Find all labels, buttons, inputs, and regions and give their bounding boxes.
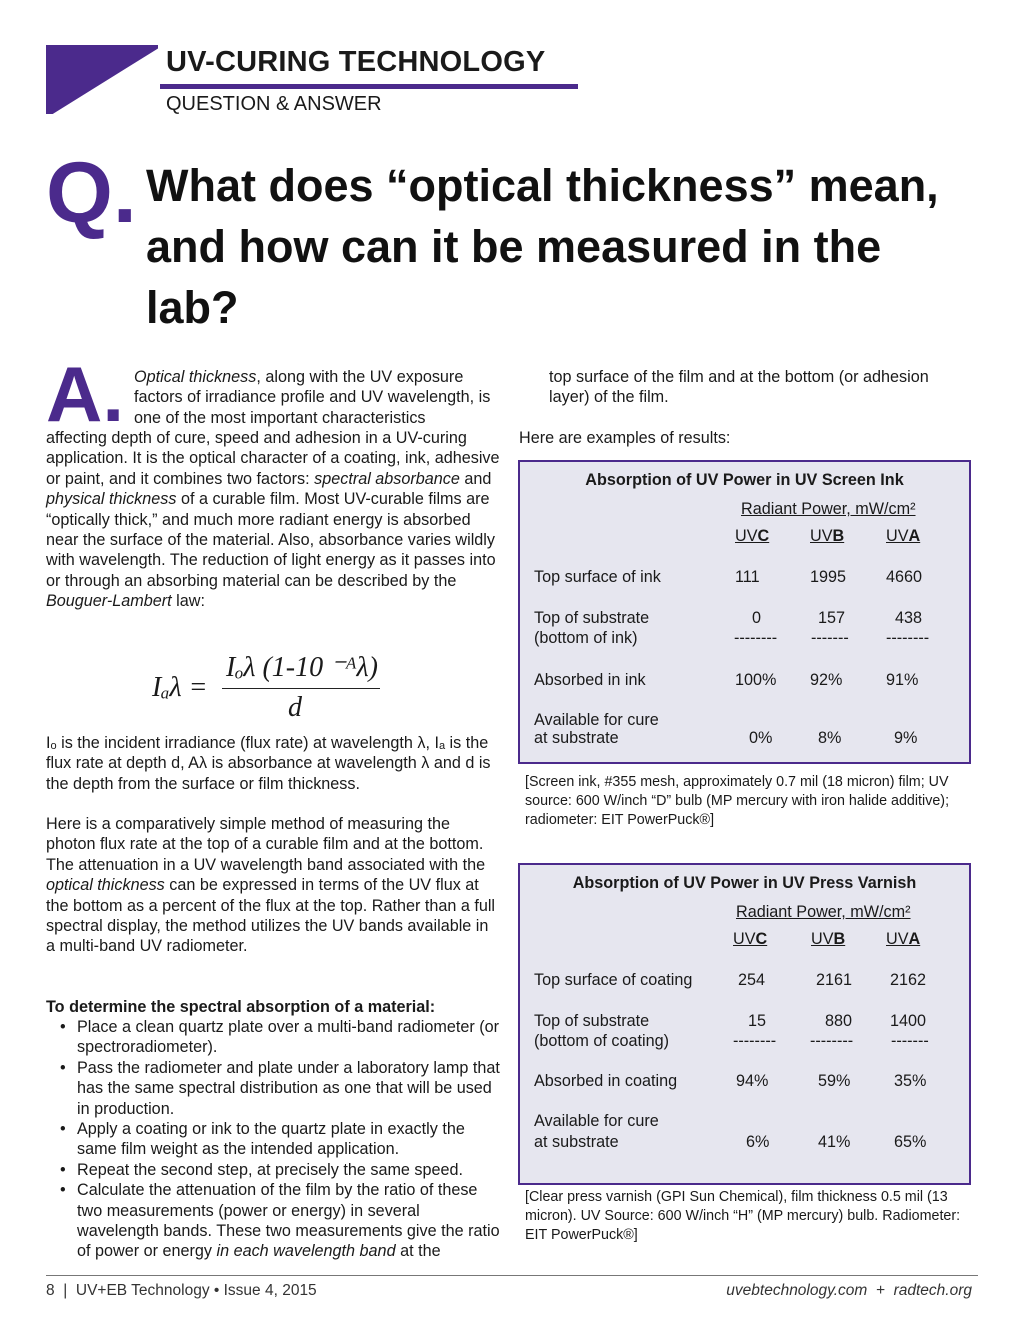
row-label: Available for cure — [534, 1112, 659, 1130]
list-item: • Pass the radiometer and plate under a laboratory lamp that has the same spectral distribution as one that will be used in production. — [46, 1058, 501, 1119]
dash-rule: -------- — [734, 629, 778, 647]
row-label: Top surface of ink — [534, 568, 661, 586]
question-heading: What does “optical thickness” mean, and how can it be measured in the lab? — [146, 160, 939, 333]
footer-websites: uvebtechnology.com + radtech.org — [726, 1282, 972, 1299]
section-subtitle: QUESTION & ANSWER — [166, 93, 382, 115]
row-label: Top of substrate — [534, 609, 650, 627]
band-header-uvc: UVC — [733, 930, 768, 948]
header-accent-block — [46, 45, 158, 114]
examples-intro: Here are examples of results: — [519, 429, 731, 447]
dash-rule: -------- — [810, 1032, 854, 1050]
steps-heading: To determine the spectral absorption of a material: — [46, 998, 436, 1016]
radiant-power-header: Radiant Power, mW/cm² — [736, 903, 911, 921]
band-header-uva: UVA — [886, 930, 921, 948]
list-item: • Repeat the second step, at precisely the same speed. — [46, 1160, 501, 1180]
formula-numerator: Iₒλ (1-10 ⁻ᴬλ) — [226, 652, 378, 683]
table-note: [Screen ink, #355 mesh, approximately 0.7 mil (18 micron) film; UV source: 600 W/inch “D” bulb (MP mercury with iron halide additive); radiometer: EIT PowerPuck®] — [525, 774, 950, 828]
row-label: Absorbed in ink — [534, 671, 646, 689]
formula-denominator: d — [288, 692, 302, 723]
list-item: • Apply a coating or ink to the quartz plate in exactly the same film weight as the intended application. — [46, 1119, 501, 1160]
table-cell: 0% — [749, 729, 773, 747]
table-cell: 65% — [894, 1133, 927, 1151]
row-label-secondary: (bottom of coating) — [534, 1032, 669, 1050]
table-cell: 2162 — [890, 971, 927, 989]
variable-definitions: Iₒ is the incident irradiance (flux rate) at wavelength λ, Iₐ is the flux rate at depth d, Aλ is absorbance at wavelength λ and d is the depth from the surface or film thickness. — [46, 734, 491, 793]
answer-paragraph-start: Optical thickness, along with the UV exposure factors of irradiance profile and UV wavelength, is one of the most important characteristics — [134, 368, 491, 427]
formula-lhs: Iₐλ = — [152, 672, 208, 703]
section-title: UV-CURING TECHNOLOGY — [166, 46, 546, 78]
row-label: Absorbed in coating — [534, 1072, 678, 1090]
table-cell: 94% — [736, 1072, 769, 1090]
footer-rule — [46, 1275, 978, 1276]
table-title: Absorption of UV Power in UV Screen Ink — [585, 471, 904, 489]
formula-fraction-bar — [222, 688, 380, 689]
bouguer-lambert-formula — [152, 650, 392, 730]
table-cell: 8% — [818, 729, 842, 747]
table-cell: 254 — [738, 971, 766, 989]
table-press-varnish — [518, 863, 971, 1185]
table-cell: 100% — [735, 671, 777, 689]
table-cell: 1400 — [890, 1012, 927, 1030]
table-cell: 15 — [748, 1012, 767, 1030]
table-cell: 9% — [894, 729, 918, 747]
table-cell: 92% — [810, 671, 843, 689]
row-label: Available for cure — [534, 711, 659, 729]
table-cell: 2161 — [816, 971, 853, 989]
row-label-secondary: at substrate — [534, 1133, 619, 1151]
table-title: Absorption of UV Power in UV Press Varnish — [572, 874, 917, 892]
table-cell: 91% — [886, 671, 919, 689]
dash-rule: -------- — [733, 1032, 777, 1050]
table-cell: 880 — [825, 1012, 853, 1030]
footer-page-info: 8 | UV+EB Technology • Issue 4, 2015 — [46, 1282, 317, 1299]
dash-rule: ------- — [811, 629, 849, 647]
table-cell: 41% — [818, 1133, 851, 1151]
band-header-uvc: UVC — [735, 527, 770, 545]
question-letter: Q. — [46, 145, 137, 241]
answer-letter: A. — [46, 350, 124, 438]
table-screen-ink — [518, 460, 971, 764]
list-item: • Calculate the attenuation of the film by the ratio of these two measurements (power or energy) in several wavelength bands. These two measurements give the ratio of power or energy in each wavelength band at the — [46, 1180, 501, 1262]
steps-list — [46, 1017, 501, 1262]
table-cell: 438 — [895, 609, 923, 627]
method-paragraph: Here is a comparatively simple method of measuring the photon flux rate at the top of a curable film and at the bottom. The attenuation in a UV wavelength band associated with the optical thickness can be expressed in terms of the UV flux at the bottom as a percent of the flux at the top. Rather than a full spectral display, the method utilizes the UV bands available in a multi-band UV radiometer. — [46, 815, 496, 956]
table-note: [Clear press varnish (GPI Sun Chemical), film thickness 0.5 mil (13 micron). UV Source: 600 W/inch “H” (MP mercury) bulb. Radiometer: EIT PowerPuck®] — [525, 1189, 961, 1243]
table-cell: 35% — [894, 1072, 927, 1090]
row-label: Top surface of coating — [534, 971, 693, 989]
table-cell: 6% — [746, 1133, 770, 1151]
table-cell: 1995 — [810, 568, 847, 586]
table-cell: 111 — [735, 568, 760, 586]
header-rule — [160, 84, 578, 89]
dash-rule: ------- — [891, 1032, 929, 1050]
radiant-power-header: Radiant Power, mW/cm² — [741, 500, 916, 518]
table-cell: 59% — [818, 1072, 851, 1090]
table-cell: 157 — [818, 609, 846, 627]
table-cell: 4660 — [886, 568, 923, 586]
band-header-uva: UVA — [886, 527, 921, 545]
row-label: Top of substrate — [534, 1012, 650, 1030]
dash-rule: -------- — [886, 629, 930, 647]
answer-paragraph-continued: affecting depth of cure, speed and adhesion in a UV-curing application. It is the optical character of a coating, ink, adhesive or paint, and it combines two factors: spectral absorbance and physical thickness of a curable film. Most UV-curable films are “optically thick,” and much more radiant energy is absorbed near the surface of the material. Also, absorbance varies wildly with wavelength. The reduction of light energy as it passes into or through an absorbing material can be described by the Bouguer-Lambert law: — [46, 429, 500, 611]
row-label-secondary: at substrate — [534, 729, 619, 747]
band-header-uvb: UVB — [810, 527, 845, 545]
table-cell: 0 — [752, 609, 762, 627]
band-header-uvb: UVB — [811, 930, 846, 948]
list-item: • Place a clean quartz plate over a multi-band radiometer (or spectroradiometer). — [46, 1017, 501, 1058]
answer-continued-right: top surface of the film and at the bottom (or adhesion layer) of the film. — [549, 368, 929, 407]
row-label-secondary: (bottom of ink) — [534, 629, 638, 647]
